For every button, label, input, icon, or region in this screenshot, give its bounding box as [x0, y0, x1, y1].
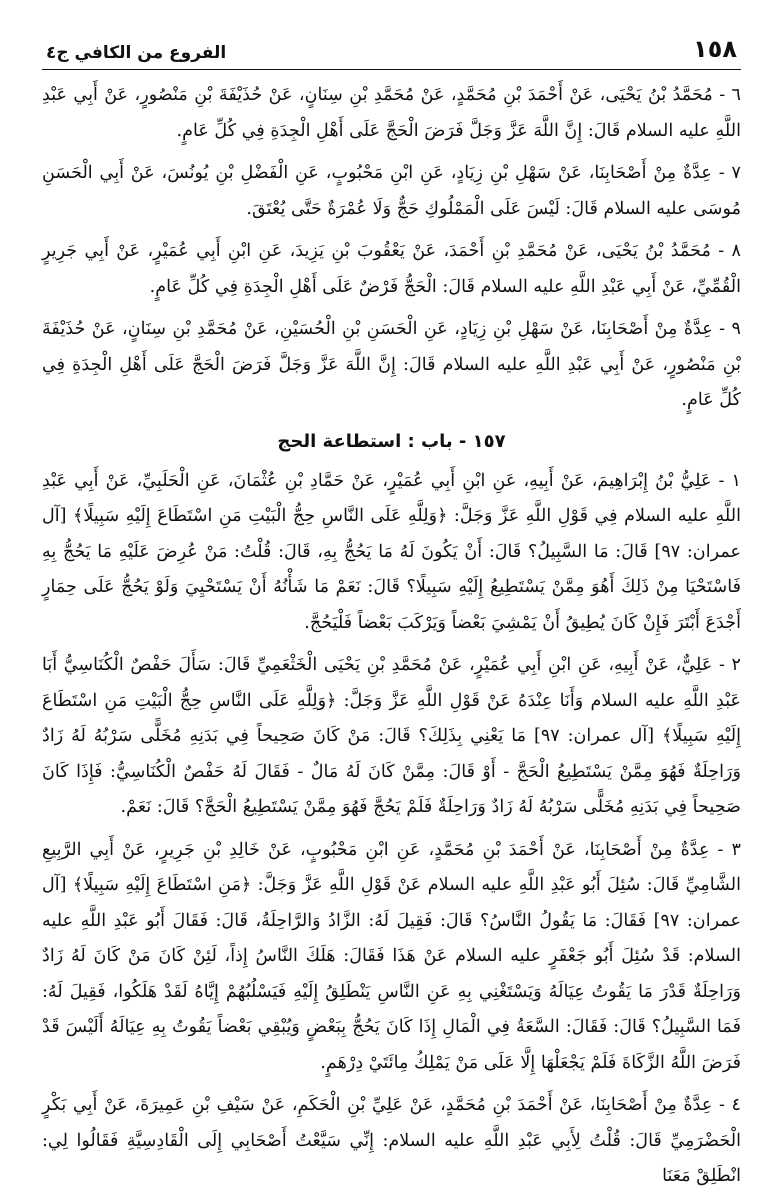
hadith-paragraph-6: ٦ - مُحَمَّدُ بْنُ يَحْيَى، عَنْ أَحْمَدَ بْنِ مُحَمَّدٍ، عَنْ مُحَمَّدِ بْنِ سِنَانٍ، عَنْ حُذَيْفَةَ بْنِ مَنْصُورٍ، عَنْ أَبِي عَبْدِ اللَّهِ عليه السلام قَالَ: إِنَّ اللَّهَ عَزَّ وَجَلَّ فَرَضَ الْحَجَّ عَلَى أَهْلِ الْجِدَةِ فِي كُلِّ عَامٍ.	[42, 85, 741, 141]
running-title: الفروع من الكافي ج٤	[46, 43, 227, 63]
hadith-paragraph-9: ٩ - عِدَّةٌ مِنْ أَصْحَابِنَا، عَنْ سَهْلِ بْنِ زِيَادٍ، عَنِ الْحَسَنِ بْنِ الْحُسَيْنِ، عَنْ مُحَمَّدِ بْنِ سِنَانٍ، عَنْ حُذَيْفَةَ بْنِ مَنْصُورٍ، عَنْ أَبِي عَبْدِ اللَّهِ عليه السلام قَالَ: إِنَّ اللَّهَ عَزَّ وَجَلَّ فَرَضَ الْحَجَّ عَلَى أَهْلِ الْجِدَةِ فِي كُلِّ عَامٍ.	[42, 319, 741, 410]
hadith-paragraph-2: ٢ - عَلِيٌّ، عَنْ أَبِيهِ، عَنِ ابْنِ أَبِي عُمَيْرٍ، عَنْ مُحَمَّدِ بْنِ يَحْيَى الْخَثْعَمِيِّ قَالَ: سَأَلَ حَفْصٌ الْكُنَاسِيُّ أَبَا عَبْدِ اللَّهِ عليه السلام وَأَنَا عِنْدَهُ عَنْ قَوْلِ اللَّهِ عَزَّ وَجَلَّ: ﴿وَلِلَّهِ عَلَى النَّاسِ حِجُّ الْبَيْتِ مَنِ اسْتَطَاعَ إِلَيْهِ سَبِيلًا﴾ [آل عمران: ٩٧] مَا يَعْنِي بِذَلِكَ؟ قَالَ: مَنْ كَانَ صَحِيحاً فِي بَدَنِهِ مُخَلًّى سَرْبُهُ لَهُ زَادٌ وَرَاحِلَةٌ فَهُوَ مِمَّنْ يَسْتَطِيعُ الْحَجَّ - أَوْ قَالَ: مِمَّنْ كَانَ لَهُ مَالٌ - فَقَالَ لَهُ حَفْصٌ الْكُنَاسِيُّ: فَإِذَا كَانَ صَحِيحاً فِي بَدَنِهِ مُخَلًّى سَرْبُهُ لَهُ زَادٌ وَرَاحِلَةٌ فَلَمْ يَحُجَّ فَهُوَ مِمَّنْ يَسْتَطِيعُ الْحَجَّ؟ قَالَ: نَعَمْ.	[42, 655, 741, 817]
hadith-paragraph-4: ٤ - عِدَّةٌ مِنْ أَصْحَابِنَا، عَنْ أَحْمَدَ بْنِ مُحَمَّدٍ، عَنْ عَلِيِّ بْنِ الْحَكَمِ، عَنْ سَيْفِ بْنِ عَمِيرَةَ، عَنْ أَبِي بَكْرٍ الْحَضْرَمِيِّ قَالَ: قُلْتُ لِأَبِي عَبْدِ اللَّهِ عليه السلام: إِنِّي سَيَّعْتُ أَصْحَابِي إِلَى الْقَادِسِيَّةِ فَقَالُوا لِي: انْطَلِقْ مَعَنَا	[42, 1095, 741, 1186]
page-number: ١٥٨	[693, 35, 737, 63]
chapter-heading: ١٥٧ - باب : استطاعة الحج	[277, 430, 506, 452]
hadith-paragraph-1: ١ - عَلِيُّ بْنُ إِبْرَاهِيمَ، عَنْ أَبِيهِ، عَنِ ابْنِ أَبِي عُمَيْرٍ، عَنْ حَمَّادِ بْنِ عُثْمَانَ، عَنِ الْحَلَبِيِّ، عَنْ أَبِي عَبْدِ اللَّهِ عليه السلام فِي قَوْلِ اللَّهِ عَزَّ وَجَلَّ: ﴿وَلِلَّهِ عَلَى النَّاسِ حِجُّ الْبَيْتِ مَنِ اسْتَطَاعَ إِلَيْهِ سَبِيلًا﴾ [آل عمران: ٩٧] قَالَ: مَا السَّبِيلُ؟ قَالَ: أَنْ يَكُونَ لَهُ مَا يَحُجُّ بِهِ، قَالَ: قُلْتُ: مَنْ عُرِضَ عَلَيْهِ مَا يَحُجُّ بِهِ فَاسْتَحْيَا مِنْ ذَلِكَ أَهُوَ مِمَّنْ يَسْتَطِيعُ إِلَيْهِ سَبِيلًا؟ قَالَ: نَعَمْ مَا شَأْنُهُ أَنْ يَسْتَحْيِيَ وَلَوْ يَحُجُّ عَلَى حِمَارٍ أَجْدَعَ أَبْتَرَ فَإِنْ كَانَ يُطِيقُ أَنْ يَمْشِيَ بَعْضاً وَيَرْكَبَ بَعْضاً فَلْيَحُجَّ.	[42, 470, 741, 633]
page-body	[42, 70, 741, 1195]
hadith-paragraph-7: ٧ - عِدَّةٌ مِنْ أَصْحَابِنَا، عَنْ سَهْلِ بْنِ زِيَادٍ، عَنِ ابْنِ مَحْبُوبٍ، عَنِ الْفَضْلِ بْنِ يُونُسَ، عَنْ أَبِي الْحَسَنِ مُوسَى عليه السلام قَالَ: لَيْسَ عَلَى الْمَمْلُوكِ حَجٌّ وَلَا عُمْرَةٌ حَتَّى يُعْتَقَ.	[42, 163, 741, 219]
page-header	[42, 22, 741, 70]
hadith-paragraph-8: ٨ - مُحَمَّدُ بْنُ يَحْيَى، عَنْ مُحَمَّدِ بْنِ أَحْمَدَ، عَنْ يَعْقُوبَ بْنِ يَزِيدَ، عَنِ ابْنِ أَبِي عُمَيْرٍ، عَنْ أَبِي جَرِيرٍ الْقُمِّيِّ، عَنْ أَبِي عَبْدِ اللَّهِ عليه السلام قَالَ: الْحَجُّ فَرْضٌ عَلَى أَهْلِ الْجِدَةِ فِي كُلِّ عَامٍ.	[42, 241, 741, 297]
hadith-paragraph-3: ٣ - عِدَّةٌ مِنْ أَصْحَابِنَا، عَنْ أَحْمَدَ بْنِ مُحَمَّدٍ، عَنِ ابْنِ مَحْبُوبٍ، عَنْ خَالِدِ بْنِ جَرِيرٍ، عَنْ أَبِي الرَّبِيعِ الشَّامِيِّ قَالَ: سُئِلَ أَبُو عَبْدِ اللَّهِ عليه السلام عَنْ قَوْلِ اللَّهِ عَزَّ وَجَلَّ: ﴿مَنِ اسْتَطَاعَ إِلَيْهِ سَبِيلًا﴾ [آل عمران: ٩٧] فَقَالَ: مَا يَقُولُ النَّاسُ؟ قَالَ: فَقِيلَ لَهُ: الزَّادُ وَالرَّاحِلَةُ، قَالَ: فَقَالَ أَبُو عَبْدِ اللَّهِ عليه السلام: قَدْ سُئِلَ أَبُو جَعْفَرٍ عليه السلام عَنْ هَذَا فَقَالَ: هَلَكَ النَّاسُ إِذاً، لَئِنْ كَانَ مَنْ كَانَ لَهُ زَادٌ وَرَاحِلَةٌ قَدْرَ مَا يَقُوتُ عِيَالَهُ وَيَسْتَغْنِي بِهِ عَنِ النَّاسِ يَنْطَلِقُ إِلَيْهِ فَيَسْلُبُهُمْ إِيَّاهُ لَقَدْ هَلَكُوا، فَقِيلَ لَهُ: فَمَا السَّبِيلُ؟ قَالَ: فَقَالَ: السَّعَةُ فِي الْمَالِ إِذَا كَانَ يَحُجُّ بِبَعْضٍ وَيُبْقِي بَعْضاً يَقُوتُ بِهِ عِيَالَهُ أَلَيْسَ قَدْ فَرَضَ اللَّهُ الزَّكَاةَ فَلَمْ يَجْعَلْهَا إِلَّا عَلَى مَنْ يَمْلِكُ مِائَتَيْ دِرْهَمٍ.	[42, 839, 741, 1073]
